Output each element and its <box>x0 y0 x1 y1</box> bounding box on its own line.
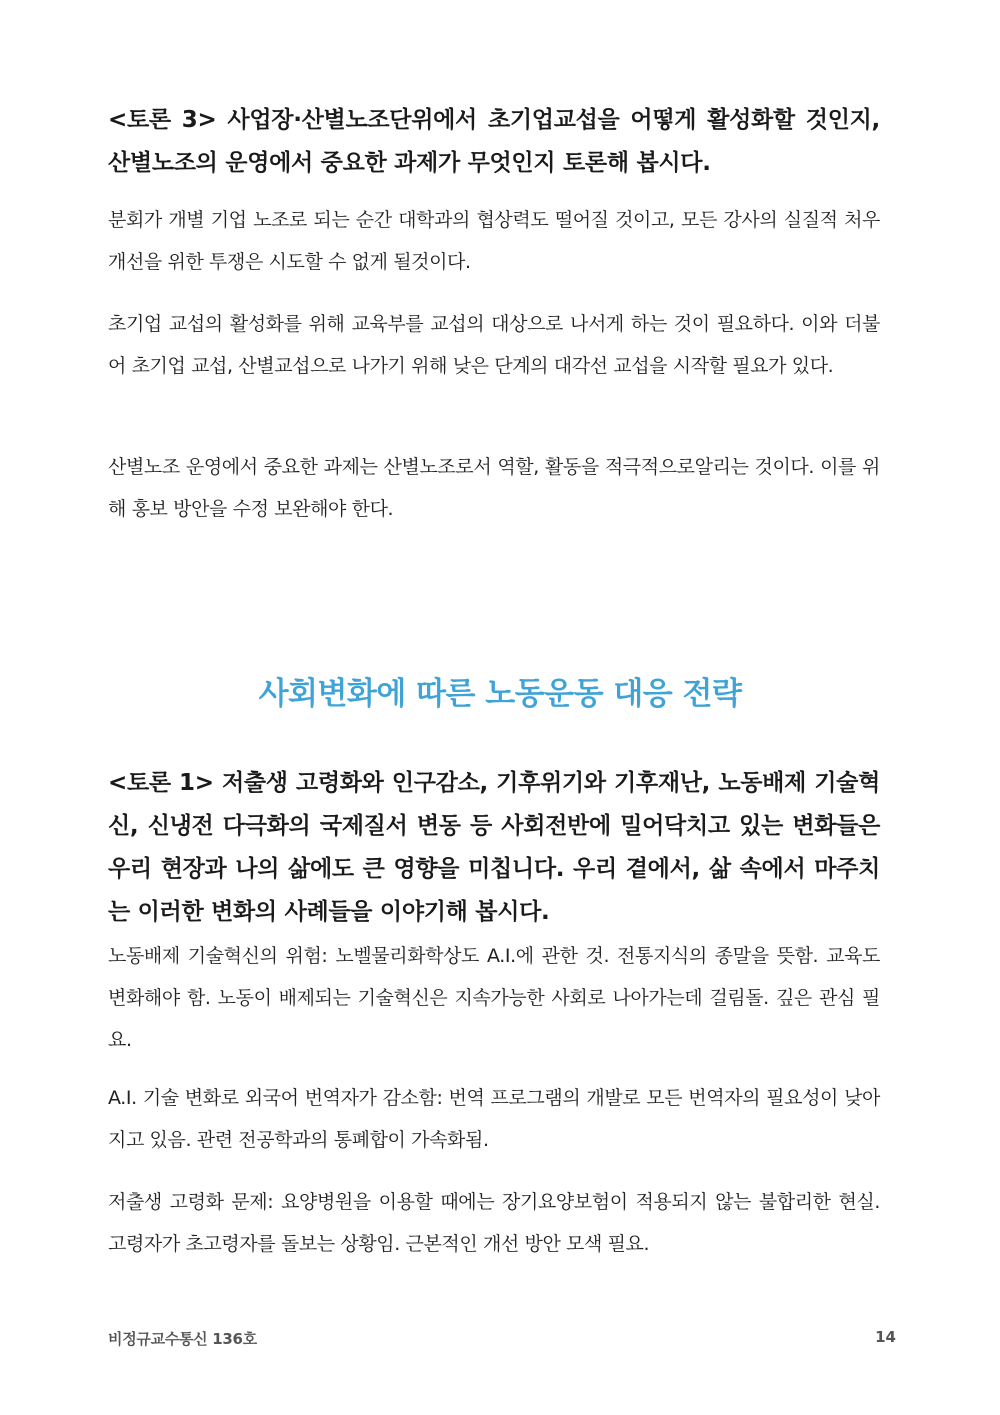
paragraph: A.I. 기술 변화로 외국어 번역자가 감소함: 번역 프로그램의 개발로 모든 번역자의 필요성이 낮아지고 있음. 관련 전공학과의 통폐합이 가속화됨. <box>108 1087 880 1151</box>
section-title: 사회변화에 따른 노동운동 대응 전략 <box>258 676 742 712</box>
paragraph: 산별노조 운영에서 중요한 과제는 산별노조로서 역할, 활동을 적극적으로알리는 것이다. 이를 위해 홍보 방안을 수정 보완해야 한다. <box>108 456 880 520</box>
paragraph: 노동배제 기술혁신의 위험: 노벨물리화학상도 A.I.에 관한 것. 전통지식의 종말을 뜻함. 교육도 변화해야 함. 노동이 배제되는 기술혁신은 지속가능한 사회로 나아가는데 걸림돌. 깊은 관심 필요. <box>108 945 880 1051</box>
paragraph: 초기업 교섭의 활성화를 위해 교육부를 교섭의 대상으로 나서게 하는 것이 필요하다. 이와 더불어 초기업 교섭, 산별교섭으로 나가기 위해 낮은 단계의 대각선 교섭을 시작할 필요가 있다. <box>108 313 880 377</box>
discussion-1-heading: <토론 1> 저출생 고령화와 인구감소, 기후위기와 기후재난, 노동배제 기술혁신, 신냉전 다극화의 국제질서 변동 등 사회전반에 밀어닥치고 있는 변화들은 우리 현장과 나의 삶에도 큰 영향을 미칩니다. 우리 곁에서, 삶 속에서 마주치는 이러한 변화의 사례들을 이야기해 봅시다. <box>108 770 880 925</box>
page-number: 14 <box>875 1328 896 1346</box>
publication-name: 비정규교수통신 136호 <box>108 1330 257 1348</box>
paragraph: 분회가 개별 기업 노조로 되는 순간 대학과의 협상력도 떨어질 것이고, 모든 강사의 실질적 처우개선을 위한 투쟁은 시도할 수 없게 될것이다. <box>108 209 880 273</box>
discussion-3-heading: <토론 3> 사업장·산별노조단위에서 초기업교섭을 어떻게 활성화할 것인지, 산별노조의 운영에서 중요한 과제가 무엇인지 토론해 봅시다. <box>108 107 880 176</box>
paragraph: 저출생 고령화 문제: 요양병원을 이용할 때에는 장기요양보험이 적용되지 않는 불합리한 현실. 고령자가 초고령자를 돌보는 상황임. 근본적인 개선 방안 모색 필요. <box>108 1191 880 1255</box>
